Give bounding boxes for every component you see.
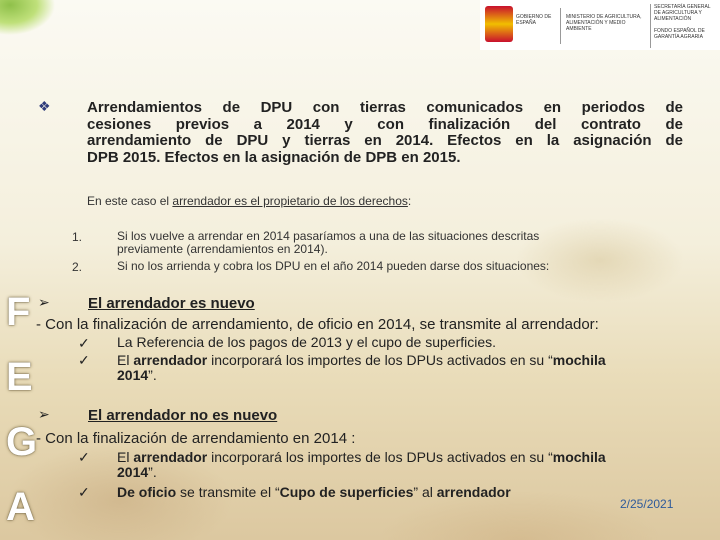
side-letter-f: F (6, 290, 31, 334)
case2-dash-text: - Con la finalización de arrendamiento en 2014 : (36, 430, 356, 447)
list-item: Si no los arrienda y cobra los DPU en el año 2014 pueden darse dos situaciones: (117, 259, 550, 273)
list-number: 2. (72, 260, 83, 274)
title-line: Arrendamientos de DPU con tierras comunicados en periodos de (87, 99, 683, 116)
side-letter-a: A (6, 485, 35, 529)
text-segment: arrendador (133, 352, 208, 368)
text-segment: ”. (148, 367, 157, 383)
arrow-bullet-icon: ➢ (38, 406, 50, 422)
case1-dash-text: - Con la finalización de arrendamiento, de oficio en 2014, se transmite al arrendador: (36, 316, 599, 333)
ministry-logo-text: MINISTERIO DE AGRICULTURA, ALIMENTACIÓN Y MEDIO AMBIENTE (566, 14, 642, 32)
fega-logo-text: FONDO ESPAÑOL DE GARANTÍA AGRARIA (654, 28, 705, 40)
text-segment: Cupo de superficies (279, 484, 414, 500)
check-icon: ✓ (78, 484, 90, 500)
text-segment: ”. (148, 464, 157, 480)
check-icon: ✓ (78, 335, 90, 351)
intro-text (87, 194, 411, 208)
secretariat-logo-text: SECRETARÍA GENERAL DE AGRICULTURA Y ALIMENTACIÓN (654, 4, 711, 22)
list-item-line: Si los vuelve a arrendar en 2014 pasaríamos a una de las situaciones descritas (117, 229, 540, 243)
title-line: cesiones previos a 2014 y con finalización del contrato de (87, 115, 683, 133)
case1-check2 (117, 353, 687, 383)
list-item (117, 230, 539, 255)
side-letter-e: E (6, 355, 33, 399)
text-segment: De oficio (117, 484, 177, 500)
case2-check2 (117, 485, 687, 500)
slide-date: 2/25/2021 (620, 497, 674, 511)
title-line: DPB 2015. Efectos en la asignación de DPB en 2015. (87, 148, 461, 166)
arrow-bullet-icon: ➢ (38, 294, 50, 310)
check-icon: ✓ (78, 449, 90, 465)
case1-heading: El arrendador es nuevo (88, 295, 255, 312)
text-segment: arrendador (133, 449, 208, 465)
text-segment: arrendador (436, 484, 511, 500)
title-line: arrendamiento de DPU y tierras en 2014. Efectos en la asignación de (87, 132, 683, 149)
text-segment: se transmite el “ (176, 484, 280, 500)
gov-logo-text: GOBIERNO DE ESPAÑA (516, 14, 552, 26)
text-segment: incorporará los importes de los DPUs activados en su “ (207, 352, 553, 368)
intro-underlined: arrendador es el propietario de los derechos (172, 194, 408, 208)
case1-check1: La Referencia de los pagos de 2013 y el cupo de superficies. (117, 334, 497, 350)
intro-prefix: En este caso el (87, 194, 173, 208)
diamond-bullet-icon: ❖ (38, 98, 51, 114)
text-segment: mochila (552, 352, 606, 368)
case2-heading: El arrendador no es nuevo (88, 407, 278, 424)
list-item-line: previamente (arrendamientos en 2014). (117, 241, 328, 256)
side-letter-g: G (6, 420, 38, 464)
text-segment: incorporará los importes de los DPUs activados en su “ (207, 449, 553, 465)
text-segment: 2014 (117, 464, 149, 480)
check-icon: ✓ (78, 352, 90, 368)
text-segment: El (117, 449, 134, 465)
intro-suffix: : (407, 194, 412, 208)
case2-check1 (117, 450, 687, 480)
list-number: 1. (72, 230, 83, 244)
slide-title (87, 100, 683, 166)
text-segment: 2014 (117, 367, 149, 383)
text-segment: mochila (552, 449, 606, 465)
text-segment: El (117, 352, 134, 368)
text-segment: ” al (413, 484, 437, 500)
